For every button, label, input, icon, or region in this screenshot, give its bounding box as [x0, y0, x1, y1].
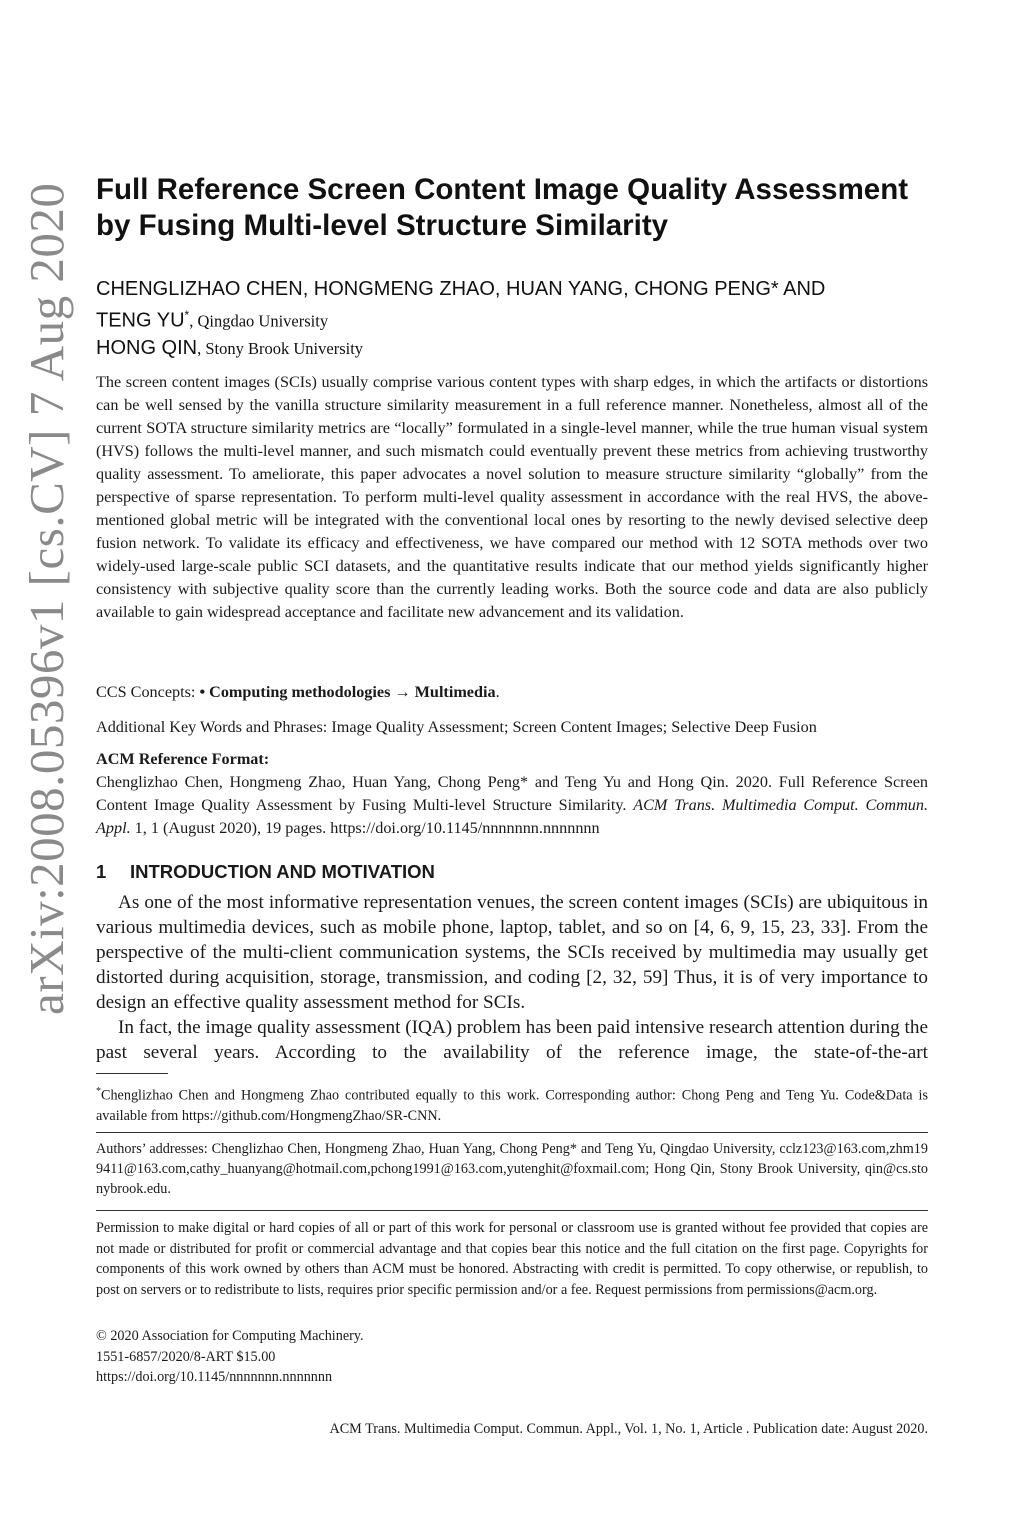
ccs-concept: • Computing methodologies → Multimedia — [199, 683, 496, 701]
copyright-line: © 2020 Association for Computing Machinery. — [96, 1328, 364, 1344]
citation-text: Chenglizhao Chen, Hongmeng Zhao, Huan Yang, Chong Peng* and Teng Yu and Hong Qin. 2020. Full Reference Screen Content Image Quality Assessment by Fusing Multi-level Structure Similarity. — [96, 773, 928, 814]
citation-text: 1, 1 (August 2020), 19 pages. https://doi.org/10.1145/nnnnnnn.nnnnnnn — [130, 819, 600, 837]
page-footer: ACM Trans. Multimedia Comput. Commun. Appl., Vol. 1, No. 1, Article . Publication date: August 2020. — [329, 1421, 928, 1437]
section-title: INTRODUCTION AND MOTIVATION — [130, 861, 435, 882]
author-line: CHENGLIZHAO CHEN, HONGMENG ZHAO, HUAN YANG, CHONG PENG* AND — [96, 278, 826, 300]
corresponding-mark: * — [184, 308, 190, 322]
ccs-suffix: . — [495, 683, 500, 701]
author-affiliation: , Qingdao University — [189, 311, 329, 331]
issn-line: 1551-6857/2020/8-ART $15.00 — [96, 1348, 276, 1365]
ccs-label: CCS Concepts: — [96, 683, 200, 701]
abstract: The screen content images (SCIs) usually comprise various content types with sharp edges, in which the artifacts or distortions can be well sensed by the vanilla structure similarity measurement in a full reference manner. Nonetheless, almost all of the current SOTA structure similarity metrics are “locally” formulated in a single-level manner, while the true human visual system (HVS) follows the multi-level manner, and such mismatch could eventually prevent these metrics from achieving trustworthy quality assessment. To ameliorate, this paper advocates a novel solution to measure structure similarity “globally” from the perspective of sparse representation. To perform multi-level quality assessment in accordance with the real HVS, the above-mentioned global metric will be integrated with the conventional local ones by resorting to the newly devised selective deep fusion network. To validate its efficacy and effectiveness, we have compared our method with 12 SOTA methods over two widely-used large-scale public SCI datasets, and the quantitative results indicate that our method yields significantly higher consistency with subjective quality score than the currently leading works. Both the source code and data are also publicly available to gain widespread acceptance and facilitate new advancement and its validation. — [96, 373, 928, 621]
permission-text: Permission to make digital or hard copies of all or part of this work for personal or classroom use is granted without fee provided that copies are not made or distributed for profit or commercial advantage and that copies bear this notice and the full citation on the first page. Copyrights for components of this work owned by others than ACM must be honored. Abstracting with credit is permitted. To copy otherwise, or republish, to post on servers or to redistribute to lists, requires prior specific permission and/or a fee. Request permissions from permissions@acm.org. — [96, 1220, 928, 1298]
acm-reference-heading: ACM Reference Format: — [96, 750, 270, 768]
paper-title-line: Full Reference Screen Content Image Quality Assessment — [96, 173, 909, 206]
author-affiliation: , Stony Brook University — [197, 338, 364, 358]
acm-reference-format — [96, 748, 928, 840]
paper-title — [96, 172, 928, 244]
footnote-divider — [96, 1073, 168, 1074]
section-heading — [96, 861, 928, 883]
doi-line: https://doi.org/10.1145/nnnnnnn.nnnnnnn — [96, 1369, 333, 1385]
author-name: TENG YU — [96, 309, 185, 332]
ccs-concepts — [96, 681, 928, 703]
divider — [96, 1132, 928, 1133]
section-number: 1 — [96, 861, 107, 882]
footnote — [96, 1082, 928, 1126]
paragraph: As one of the most informative representation venues, the screen content images (SCIs) are ubiquitous in various multimedia devices, such as mobile phone, laptop, tablet, and so on [4, 6, 9, 15, 23, 33]. From the perspective of the multi-client communication systems, the SCIs received by multimedia may usually get distorted during acquisition, storage, transmission, and coding [2, 32, 59] Thus, it is of very importance to design an effective quality assessment method for SCIs. — [96, 892, 928, 1013]
permission-notice — [96, 1218, 928, 1300]
footnote-mark: * — [96, 1086, 101, 1097]
footnote-text: Chenglizhao Chen and Hongmeng Zhao contributed equally to this work. Corresponding author: Chong Peng and Teng Yu. Code&Data is available from https://github.com/HongmengZhao/SR-CNN. — [96, 1087, 928, 1124]
divider — [96, 1210, 928, 1211]
paper-title-line: by Fusing Multi-level Structure Similarity — [96, 209, 669, 242]
author-block — [96, 276, 928, 362]
copyright-block — [96, 1326, 928, 1388]
keywords: Additional Key Words and Phrases: Image Quality Assessment; Screen Content Images; Selective Deep Fusion — [96, 718, 817, 736]
paragraph: In fact, the image quality assessment (IQA) problem has been paid intensive research attention during the past several years. According to the availability of the reference image, the state-of-the-art — [96, 1017, 928, 1063]
author-line — [96, 302, 928, 335]
author-name: HONG QIN — [96, 336, 198, 359]
author-addresses: Authors’ addresses: Chenglizhao Chen, Hongmeng Zhao, Huan Yang, Chong Peng* and Teng Yu, Qingdao University, cclz123@163.com,zhm199411@163.com,cathy_huanyang@hotmail.com,pchong1991@163.com,yutenghit@foxmail.com; Hong Qin, Stony Brook University, qin@cs.stonybrook.edu. — [96, 1141, 928, 1197]
author-line — [96, 335, 928, 362]
citation-journal: ACM Trans. Multimedia Comput. Commun. Appl. — [96, 796, 928, 837]
arxiv-identifier: arXiv:2008.05396v1 [cs.CV] 7 Aug 2020 — [19, 182, 74, 1015]
introduction-body — [96, 890, 928, 1065]
acm-reference-citation — [96, 771, 928, 840]
